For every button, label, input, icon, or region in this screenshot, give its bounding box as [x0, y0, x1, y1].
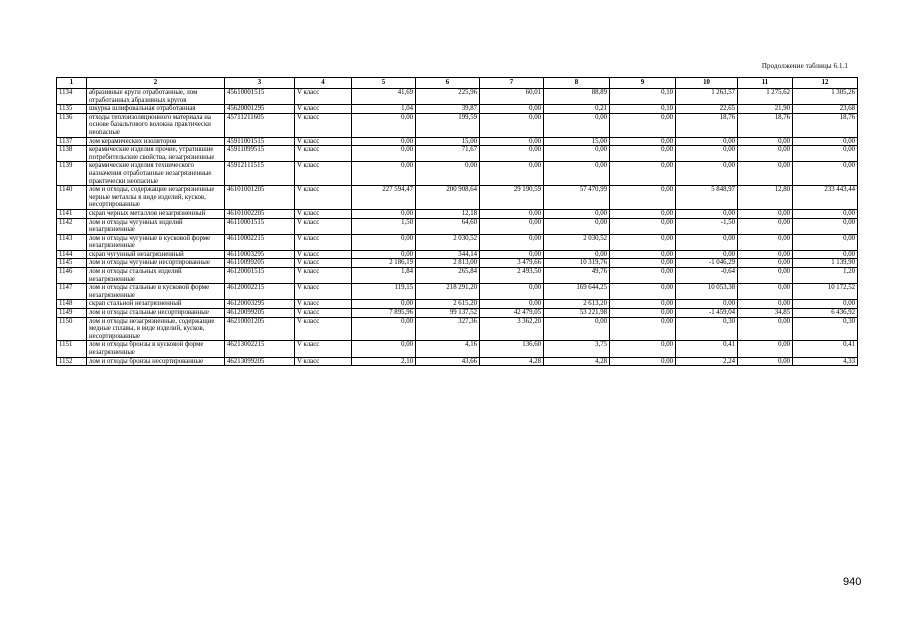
value-cell: 3,75	[544, 341, 610, 357]
value-cell: 1,50	[352, 218, 416, 234]
value-cell: 53 221,98	[544, 309, 610, 318]
table-header-row	[57, 78, 858, 89]
value-cell: -1 046,29	[676, 259, 738, 268]
table-row	[57, 317, 858, 341]
value-cell: 0,00	[610, 309, 676, 318]
value-cell: 0,00	[793, 250, 858, 259]
table-row	[57, 341, 858, 357]
waste-name-cell: лом и отходы незагрязненные, содержащие медные сплавы, в виде изделий, кусков, несортированные	[87, 317, 225, 341]
value-cell: 18,76	[676, 113, 738, 137]
value-cell: 2 186,19	[352, 259, 416, 268]
table-body	[57, 89, 858, 366]
table-row	[57, 284, 858, 300]
value-cell: 2 493,50	[480, 268, 544, 284]
value-cell: 0,00	[352, 146, 416, 162]
value-cell: 233 443,44	[793, 186, 858, 210]
value-cell: 0,00	[738, 209, 793, 218]
waste-name-cell: керамические изделия прочие, утратившие потребительские свойства, незагрязненные	[87, 146, 225, 162]
value-cell: 0,00	[793, 137, 858, 146]
value-cell: 0,00	[610, 284, 676, 300]
value-cell: 23,68	[793, 105, 858, 114]
value-cell: 10 053,38	[676, 284, 738, 300]
fkko-code-cell: 46101001205	[225, 186, 295, 210]
waste-name-cell: лом и отходы, содержащие незагрязненные черные металлы в виде изделий, кусков, несортированные	[87, 186, 225, 210]
table-row	[57, 268, 858, 284]
value-cell: 0,00	[352, 137, 416, 146]
hazard-class-cell: V класс	[295, 234, 352, 250]
value-cell: 0,00	[738, 268, 793, 284]
value-cell: 0,00	[480, 209, 544, 218]
fkko-code-cell: 46110003295	[225, 250, 295, 259]
value-cell: 0,00	[738, 234, 793, 250]
value-cell: 119,15	[352, 284, 416, 300]
column-header-9: 9	[610, 78, 676, 89]
table-row	[57, 186, 858, 210]
value-cell: 0,00	[793, 234, 858, 250]
value-cell: 4,16	[416, 341, 480, 357]
hazard-class-cell: V класс	[295, 341, 352, 357]
hazard-class-cell: V класс	[295, 250, 352, 259]
value-cell: 0,00	[610, 300, 676, 309]
value-cell: 0,00	[793, 209, 858, 218]
row-number-cell: 1148	[57, 300, 87, 309]
waste-name-cell: лом и отходы стальные несортированные	[87, 309, 225, 318]
value-cell: 88,89	[544, 89, 610, 105]
value-cell: 0,30	[676, 317, 738, 341]
fkko-code-cell: 45912111515	[225, 162, 295, 186]
table-row	[57, 162, 858, 186]
value-cell: 12,80	[738, 186, 793, 210]
value-cell: 0,00	[544, 317, 610, 341]
value-cell: 0,00	[480, 162, 544, 186]
table-row	[57, 113, 858, 137]
hazard-class-cell: V класс	[295, 357, 352, 366]
waste-name-cell: отходы теплоизоляционного материала на основе базальтового волокна практически неопасные	[87, 113, 225, 137]
table-row	[57, 137, 858, 146]
value-cell: 18,76	[738, 113, 793, 137]
value-cell: 0,00	[610, 268, 676, 284]
row-number-cell: 1152	[57, 357, 87, 366]
value-cell: 0,00	[738, 137, 793, 146]
value-cell: 0,00	[676, 137, 738, 146]
value-cell: 0,00	[610, 250, 676, 259]
value-cell: 0,00	[738, 146, 793, 162]
value-cell: 4,28	[480, 357, 544, 366]
value-cell: 1 305,26	[793, 89, 858, 105]
value-cell: 1,20	[793, 268, 858, 284]
value-cell: 327,36	[416, 317, 480, 341]
value-cell: 3 479,66	[480, 259, 544, 268]
value-cell: 0,41	[793, 341, 858, 357]
waste-name-cell: лом и отходы стальные в кусковой форме незагрязненные	[87, 284, 225, 300]
value-cell: 225,96	[416, 89, 480, 105]
value-cell: 0,00	[544, 162, 610, 186]
value-cell: 7 895,96	[352, 309, 416, 318]
value-cell: 10 319,76	[544, 259, 610, 268]
value-cell: 0,00	[738, 317, 793, 341]
value-cell: 0,00	[352, 209, 416, 218]
row-number-cell: 1151	[57, 341, 87, 357]
value-cell: 21,90	[738, 105, 793, 114]
value-cell: 0,00	[610, 162, 676, 186]
row-number-cell: 1140	[57, 186, 87, 210]
value-cell: 42 479,05	[480, 309, 544, 318]
hazard-class-cell: V класс	[295, 300, 352, 309]
waste-name-cell: керамические изделия технического назначения отработанные незагрязненные практически неопасные	[87, 162, 225, 186]
table-row	[57, 300, 858, 309]
column-header-11: 11	[738, 78, 793, 89]
value-cell: 3 362,20	[480, 317, 544, 341]
value-cell: 0,00	[480, 218, 544, 234]
fkko-code-cell: 46110099205	[225, 259, 295, 268]
value-cell: 0,00	[676, 234, 738, 250]
value-cell: 0,00	[738, 162, 793, 186]
value-cell: 0,00	[676, 300, 738, 309]
row-number-cell: 1137	[57, 137, 87, 146]
waste-name-cell: лом и отходы чугунных изделий незагрязненные	[87, 218, 225, 234]
value-cell: 0,00	[352, 250, 416, 259]
value-cell: 0,00	[610, 218, 676, 234]
waste-name-cell: лом и отходы стальных изделий незагрязненные	[87, 268, 225, 284]
table-row	[57, 259, 858, 268]
value-cell: 169 644,25	[544, 284, 610, 300]
waste-name-cell: скрап чугунный незагрязненный	[87, 250, 225, 259]
hazard-class-cell: V класс	[295, 186, 352, 210]
value-cell: 0,00	[544, 146, 610, 162]
value-cell: 0,00	[738, 250, 793, 259]
fkko-code-cell: 46213099205	[225, 357, 295, 366]
value-cell: 2,24	[676, 357, 738, 366]
value-cell: 0,00	[610, 209, 676, 218]
value-cell: 0,00	[544, 218, 610, 234]
value-cell: 2 613,20	[544, 300, 610, 309]
column-header-3: 3	[225, 78, 295, 89]
table-row	[57, 209, 858, 218]
table-row	[57, 89, 858, 105]
row-number-cell: 1150	[57, 317, 87, 341]
value-cell: 0,00	[738, 300, 793, 309]
value-cell: 15,00	[544, 137, 610, 146]
value-cell: 0,00	[676, 162, 738, 186]
value-cell: 0,00	[676, 250, 738, 259]
hazard-class-cell: V класс	[295, 209, 352, 218]
value-cell: 0,00	[416, 162, 480, 186]
value-cell: 0,00	[738, 357, 793, 366]
value-cell: 0,00	[352, 113, 416, 137]
value-cell: 0,21	[544, 105, 610, 114]
fkko-code-cell: 46210001205	[225, 317, 295, 341]
waste-name-cell: абразивные круги отработанные, лом отработанных абразивных кругов	[87, 89, 225, 105]
column-header-5: 5	[352, 78, 416, 89]
value-cell: 0,00	[676, 146, 738, 162]
value-cell: 0,41	[676, 341, 738, 357]
value-cell: 18,76	[793, 113, 858, 137]
value-cell: 0,00	[480, 113, 544, 137]
value-cell: 0,00	[738, 284, 793, 300]
value-cell: 12,18	[416, 209, 480, 218]
column-header-2: 2	[87, 78, 225, 89]
value-cell: 0,00	[480, 250, 544, 259]
hazard-class-cell: V класс	[295, 113, 352, 137]
row-number-cell: 1149	[57, 309, 87, 318]
value-cell: 199,59	[416, 113, 480, 137]
value-cell: 39,87	[416, 105, 480, 114]
hazard-class-cell: V класс	[295, 218, 352, 234]
value-cell: 0,00	[544, 250, 610, 259]
hazard-class-cell: V класс	[295, 89, 352, 105]
value-cell: 200 908,64	[416, 186, 480, 210]
hazard-class-cell: V класс	[295, 317, 352, 341]
value-cell: 2 030,52	[544, 234, 610, 250]
value-cell: 1,84	[352, 268, 416, 284]
table-row	[57, 234, 858, 250]
table-row	[57, 105, 858, 114]
value-cell: 0,00	[610, 234, 676, 250]
value-cell: 0,00	[610, 146, 676, 162]
row-number-cell: 1136	[57, 113, 87, 137]
value-cell: 41,69	[352, 89, 416, 105]
value-cell: 0,10	[610, 89, 676, 105]
row-number-cell: 1147	[57, 284, 87, 300]
value-cell: 6 436,92	[793, 309, 858, 318]
fkko-code-cell: 46120003295	[225, 300, 295, 309]
fkko-code-cell: 45911001515	[225, 137, 295, 146]
value-cell: 0,00	[544, 209, 610, 218]
fkko-code-cell: 46120001515	[225, 268, 295, 284]
hazard-class-cell: V класс	[295, 162, 352, 186]
value-cell: 0,00	[610, 317, 676, 341]
value-cell: 0,00	[793, 300, 858, 309]
row-number-cell: 1145	[57, 259, 87, 268]
value-cell: 0,00	[610, 357, 676, 366]
value-cell: 0,00	[352, 341, 416, 357]
value-cell: 0,00	[793, 146, 858, 162]
value-cell: 0,00	[738, 341, 793, 357]
waste-name-cell: лом и отходы бронзы несортированные	[87, 357, 225, 366]
value-cell: 0,00	[352, 162, 416, 186]
value-cell: 0,00	[352, 234, 416, 250]
row-number-cell: 1141	[57, 209, 87, 218]
value-cell: 136,60	[480, 341, 544, 357]
value-cell: 2,10	[352, 357, 416, 366]
waste-name-cell: скрап черных металлов незагрязненный	[87, 209, 225, 218]
value-cell: 344,14	[416, 250, 480, 259]
value-cell: 0,00	[676, 209, 738, 218]
value-cell: 1 275,62	[738, 89, 793, 105]
column-header-4: 4	[295, 78, 352, 89]
value-cell: 57 470,99	[544, 186, 610, 210]
value-cell: 0,00	[610, 341, 676, 357]
value-cell: -1 459,04	[676, 309, 738, 318]
row-number-cell: 1142	[57, 218, 87, 234]
fkko-code-cell: 46110001515	[225, 218, 295, 234]
value-cell: 0,00	[352, 317, 416, 341]
value-cell: 99 137,52	[416, 309, 480, 318]
hazard-class-cell: V класс	[295, 309, 352, 318]
waste-name-cell: шкурка шлифовальная отработанная	[87, 105, 225, 114]
page-number: 940	[843, 576, 862, 588]
table-row	[57, 309, 858, 318]
value-cell: 265,84	[416, 268, 480, 284]
table-continuation-caption: Продолжение таблицы 6.1.1	[761, 62, 848, 70]
row-number-cell: 1138	[57, 146, 87, 162]
waste-name-cell: лом и отходы бронзы в кусковой форме незагрязненные	[87, 341, 225, 357]
hazard-class-cell: V класс	[295, 137, 352, 146]
table-row	[57, 218, 858, 234]
value-cell: 10 172,52	[793, 284, 858, 300]
waste-name-cell: лом и отходы чугунные несортированные	[87, 259, 225, 268]
value-cell: 15,00	[416, 137, 480, 146]
value-cell: 0,00	[610, 186, 676, 210]
value-cell: 2 615,20	[416, 300, 480, 309]
value-cell: -1,50	[676, 218, 738, 234]
column-header-7: 7	[480, 78, 544, 89]
value-cell: 29 190,59	[480, 186, 544, 210]
row-number-cell: 1144	[57, 250, 87, 259]
value-cell: 0,30	[793, 317, 858, 341]
value-cell: 64,60	[416, 218, 480, 234]
value-cell: 0,00	[480, 146, 544, 162]
column-header-10: 10	[676, 78, 738, 89]
value-cell: 0,00	[793, 162, 858, 186]
waste-table	[56, 77, 858, 366]
row-number-cell: 1143	[57, 234, 87, 250]
value-cell: 0,00	[610, 259, 676, 268]
hazard-class-cell: V класс	[295, 146, 352, 162]
value-cell: -0,64	[676, 268, 738, 284]
column-header-1: 1	[57, 78, 87, 89]
value-cell: 0,00	[480, 137, 544, 146]
waste-name-cell: скрап стальной незагрязненный	[87, 300, 225, 309]
table-row	[57, 250, 858, 259]
value-cell: 22,65	[676, 105, 738, 114]
fkko-code-cell: 46101002205	[225, 209, 295, 218]
value-cell: 1 263,57	[676, 89, 738, 105]
column-header-12: 12	[793, 78, 858, 89]
value-cell: 0,00	[480, 284, 544, 300]
value-cell: 4,28	[544, 357, 610, 366]
value-cell: 4,33	[793, 357, 858, 366]
waste-name-cell: лом и отходы чугунные в кусковой форме незагрязненные	[87, 234, 225, 250]
value-cell: 5 848,97	[676, 186, 738, 210]
row-number-cell: 1134	[57, 89, 87, 105]
fkko-code-cell: 46120002215	[225, 284, 295, 300]
value-cell: 2 813,00	[416, 259, 480, 268]
row-number-cell: 1135	[57, 105, 87, 114]
fkko-code-cell: 45610001515	[225, 89, 295, 105]
value-cell: 1,04	[352, 105, 416, 114]
value-cell: 0,00	[738, 259, 793, 268]
row-number-cell: 1146	[57, 268, 87, 284]
column-header-6: 6	[416, 78, 480, 89]
value-cell: 0,00	[544, 113, 610, 137]
value-cell: 1 139,90	[793, 259, 858, 268]
value-cell: 0,00	[480, 105, 544, 114]
fkko-code-cell: 45620001295	[225, 105, 295, 114]
hazard-class-cell: V класс	[295, 284, 352, 300]
value-cell: 0,00	[610, 113, 676, 137]
value-cell: 60,01	[480, 89, 544, 105]
hazard-class-cell: V класс	[295, 259, 352, 268]
value-cell: 0,00	[480, 234, 544, 250]
value-cell: 218 291,20	[416, 284, 480, 300]
value-cell: 227 594,47	[352, 186, 416, 210]
fkko-code-cell: 45711211605	[225, 113, 295, 137]
column-header-8: 8	[544, 78, 610, 89]
value-cell: 0,00	[480, 300, 544, 309]
hazard-class-cell: V класс	[295, 105, 352, 114]
hazard-class-cell: V класс	[295, 268, 352, 284]
fkko-code-cell: 45911099515	[225, 146, 295, 162]
fkko-code-cell: 46213002215	[225, 341, 295, 357]
value-cell: 71,67	[416, 146, 480, 162]
waste-name-cell: лом керамических изоляторов	[87, 137, 225, 146]
fkko-code-cell: 46110002215	[225, 234, 295, 250]
value-cell: 49,76	[544, 268, 610, 284]
value-cell: 2 030,52	[416, 234, 480, 250]
value-cell: 0,00	[793, 218, 858, 234]
row-number-cell: 1139	[57, 162, 87, 186]
fkko-code-cell: 46120099205	[225, 309, 295, 318]
value-cell: 34,85	[738, 309, 793, 318]
value-cell: 0,00	[352, 300, 416, 309]
value-cell: 43,66	[416, 357, 480, 366]
value-cell: 0,00	[610, 137, 676, 146]
value-cell: 0,10	[610, 105, 676, 114]
table-row	[57, 146, 858, 162]
table-row	[57, 357, 858, 366]
value-cell: 0,00	[738, 218, 793, 234]
